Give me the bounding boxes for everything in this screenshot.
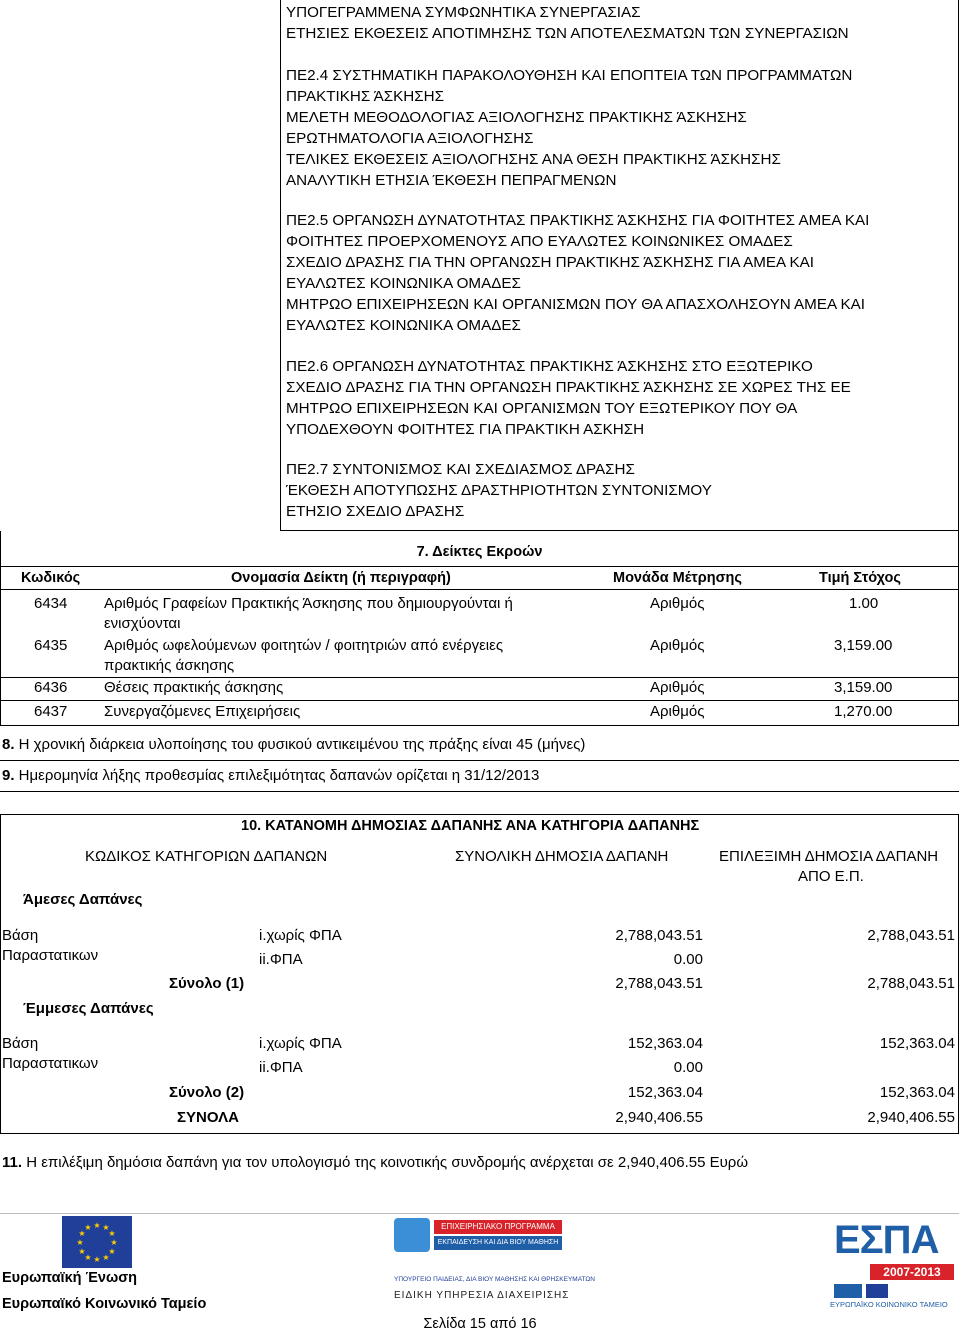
- text-line: ΥΠΟΔΕΧΘΟΥΝ ΦΟΙΤΗΤΕΣ ΓΙΑ ΠΡΑΚΤΙΚΗ ΑΣΚΗΣΗ: [286, 421, 645, 438]
- text-line: ΤΕΛΙΚΕΣ ΕΚΘΕΣΕΙΣ ΑΞΙΟΛΟΓΗΣΗΣ ΑΝΑ ΘΕΣΗ ΠΡΑΚΤΙΚΗΣ ΆΣΚΗΣΗΣ: [286, 151, 781, 168]
- text-line: ΠΕ2.5 ΟΡΓΑΝΩΣΗ ΔΥΝΑΤΟΤΗΤΑΣ ΠΡΑΚΤΙΚΗΣ ΆΣΚΗΣΗΣ ΓΙΑ ΦΟΙΤΗΤΕΣ ΑΜΕΑ ΚΑΙ: [286, 212, 870, 229]
- vat-label: ii.ΦΠΑ: [259, 1059, 303, 1076]
- vat-label: ii.ΦΠΑ: [259, 951, 303, 968]
- text-line: ΠΕ2.6 ΟΡΓΑΝΩΣΗ ΔΥΝΑΤΟΤΗΤΑΣ ΠΡΑΚΤΙΚΗΣ ΆΣΚΗΣΗΣ ΣΤΟ ΕΞΩΤΕΡΙΚΟ: [286, 358, 813, 375]
- text-line: ΜΗΤΡΩΟ ΕΠΙΧΕΙΡΗΣΕΩΝ ΚΑΙ ΟΡΓΑΝΙΣΜΩΝ ΠΟΥ ΘΑ ΑΠΑΣΧΟΛΗΣΟΥΝ ΑΜΕΑ ΚΑΙ: [286, 296, 865, 313]
- row-unit: Αριθμός: [650, 703, 705, 720]
- svg-text:★: ★: [108, 1229, 116, 1238]
- activities-box: [280, 0, 959, 531]
- svg-text:★: ★: [84, 1253, 92, 1262]
- text-line: ΕΥΑΛΩΤΕΣ ΚΟΙΝΩΝΙΚΑ ΟΜΑΔΕΣ: [286, 275, 521, 292]
- row-name-cont: ενισχύονται: [104, 615, 181, 632]
- text-line: ΣΧΕΔΙΟ ΔΡΑΣΗΣ ΓΙΑ ΤΗΝ ΟΡΓΑΝΩΣΗ ΠΡΑΚΤΙΚΗΣ ΆΣΚΗΣΗΣ ΣΕ ΧΩΡΕΣ ΤΗΣ ΕΕ: [286, 379, 851, 396]
- grand-total-eligible: 2,940,406.55: [867, 1109, 955, 1126]
- svg-text:★: ★: [76, 1238, 84, 1247]
- vat-total: 0.00: [673, 1059, 703, 1076]
- col-category-header: ΚΩΔΙΚΟΣ ΚΑΤΗΓΟΡΙΩΝ ΔΑΠΑΝΩΝ: [85, 848, 328, 865]
- eu-union-label: Ευρωπαϊκή Ένωση: [2, 1270, 137, 1286]
- vat-excl-total: 2,788,043.51: [615, 927, 703, 944]
- subtotal-1-eligible: 2,788,043.51: [867, 975, 955, 992]
- indirect-heading: Έμμεσες Δαπάνες: [23, 1000, 154, 1017]
- svg-text:★: ★: [108, 1247, 116, 1256]
- header-unit: Μονάδα Μέτρησης: [613, 570, 742, 586]
- row-unit: Αριθμός: [650, 637, 705, 654]
- vat-excl-eligible: 152,363.04: [879, 1035, 955, 1052]
- basis-label: Βάση: [2, 1035, 39, 1052]
- basis-label: Βάση: [2, 927, 39, 944]
- text-line: ΈΚΘΕΣΗ ΑΠΟΤΥΠΩΣΗΣ ΔΡΑΣΤΗΡΙΟΤΗΤΩΝ ΣΥΝΤΟΝΙΣΜΟΥ: [286, 482, 712, 499]
- subtotal-2-eligible: 152,363.04: [879, 1084, 955, 1101]
- col-total-header: ΣΥΝΟΛΙΚΗ ΔΗΜΟΣΙΑ ΔΑΠΑΝΗ: [455, 848, 669, 865]
- page-number: Σελίδα 15 από 16: [423, 1316, 537, 1332]
- row-name: Συνεργαζόμενες Επιχειρήσεις: [104, 703, 301, 720]
- row-code: 6434: [34, 595, 68, 612]
- svg-text:★: ★: [93, 1221, 101, 1230]
- text-line: ΜΗΤΡΩΟ ΕΠΙΧΕΙΡΗΣΕΩΝ ΚΑΙ ΟΡΓΑΝΙΣΜΩΝ ΤΟΥ ΕΞΩΤΕΡΙΚΟΥ ΠΟΥ ΘΑ: [286, 400, 798, 417]
- subtotal-2-total: 152,363.04: [627, 1084, 703, 1101]
- col-eligible-header-2: ΑΠΟ Ε.Π.: [798, 868, 864, 885]
- indicators-title: 7. Δείκτες Εκροών: [416, 544, 543, 560]
- eu-flag: [62, 1216, 132, 1268]
- text-line: ΠΕ2.7 ΣΥΝΤΟΝΙΣΜΟΣ ΚΑΙ ΣΧΕΔΙΑΣΜΟΣ ΔΡΑΣΗΣ: [286, 461, 635, 478]
- text-line: ΜΕΛΕΤΗ ΜΕΘΟΔΟΛΟΓΙΑΣ ΑΞΙΟΛΟΓΗΣΗΣ ΠΡΑΚΤΙΚΗΣ ΆΣΚΗΣΗΣ: [286, 109, 747, 126]
- op-logo-emblem: [394, 1218, 430, 1252]
- op-logo-authority: ΕΙΔΙΚΗ ΥΠΗΡΕΣΙΑ ΔΙΑΧΕΙΡΙΣΗΣ: [394, 1290, 570, 1301]
- direct-heading: Άμεσες Δαπάνες: [23, 891, 143, 908]
- text-line: ΕΤΗΣΙΟ ΣΧΕΔΙΟ ΔΡΑΣΗΣ: [286, 503, 465, 520]
- text-line: ΠΕ2.4 ΣΥΣΤΗΜΑΤΙΚΗ ΠΑΡΑΚΟΛΟΥΘΗΣΗ ΚΑΙ ΕΠΟΠΤΕΙΑ ΤΩΝ ΠΡΟΓΡΑΜΜΑΤΩΝ: [286, 67, 853, 84]
- greek-flag-icon: [834, 1284, 862, 1298]
- svg-text:★: ★: [102, 1223, 110, 1232]
- row-code: 6436: [34, 679, 68, 696]
- col-eligible-header: ΕΠΙΛΕΞΙΜΗ ΔΗΜΟΣΙΑ ΔΑΠΑΝΗ: [719, 848, 939, 865]
- row-code: 6435: [34, 637, 68, 654]
- op-logo-title: ΕΠΙΧΕΙΡΗΣΙΑΚΟ ΠΡΟΓΡΑΜΜΑ: [434, 1220, 562, 1234]
- header-name: Ονομασία Δείκτη (ή περιγραφή): [231, 570, 451, 586]
- row-unit: Αριθμός: [650, 595, 705, 612]
- svg-text:★: ★: [93, 1255, 101, 1264]
- eu-flag-small-icon: [866, 1284, 888, 1298]
- op-logo-ministry: ΥΠΟΥΡΓΕΙΟ ΠΑΙΔΕΙΑΣ, ΔΙΑ ΒΙΟΥ ΜΑΘΗΣΗΣ ΚΑΙ ΘΡΗΣΚΕΥΜΑΤΩΝ: [394, 1276, 595, 1283]
- subtotal-1-label: Σύνολο (1): [169, 975, 245, 992]
- op-logo-subtitle: ΕΚΠΑΙΔΕΥΣΗ ΚΑΙ ΔΙΑ ΒΙΟΥ ΜΑΘΗΣΗ: [434, 1236, 562, 1250]
- grand-total-label: ΣΥΝΟΛΑ: [177, 1109, 239, 1126]
- svg-text:★: ★: [102, 1253, 110, 1262]
- row-target: 1.00: [849, 595, 879, 612]
- espa-years: 2007-2013: [870, 1264, 954, 1280]
- header-target: Τιμή Στόχος: [819, 570, 901, 586]
- expenditure-title: 10. ΚΑΤΑΝΟΜΗ ΔΗΜΟΣΙΑΣ ΔΑΠΑΝΗΣ ΑΝΑ ΚΑΤΗΓΟΡΙΑ ΔΑΠΑΝΗΣ: [241, 818, 700, 834]
- row-target: 3,159.00: [834, 637, 893, 654]
- vat-excl-eligible: 2,788,043.51: [867, 927, 955, 944]
- vat-excl-label: i.χωρίς ΦΠΑ: [259, 1035, 342, 1052]
- eu-fund-label: Ευρωπαϊκό Κοινωνικό Ταμείο: [2, 1296, 207, 1312]
- text-line: ΠΡΑΚΤΙΚΗΣ ΆΣΚΗΣΗΣ: [286, 88, 444, 105]
- text-line: ΥΠΟΓΕΓΡΑΜΜΕΝΑ ΣΥΜΦΩΝΗΤΙΚΑ ΣΥΝΕΡΓΑΣΙΑΣ: [286, 4, 641, 21]
- espa-logo: [830, 1218, 958, 1312]
- header-code: Κωδικός: [21, 570, 81, 586]
- row-name: Θέσεις πρακτικής άσκησης: [104, 679, 284, 696]
- svg-text:★: ★: [84, 1223, 92, 1232]
- vat-total: 0.00: [673, 951, 703, 968]
- text-line: ΑΝΑΛΥΤΙΚΗ ΕΤΗΣΙΑ ΈΚΘΕΣΗ ΠΕΠΡΑΓΜΕΝΩΝ: [286, 172, 617, 189]
- basis-label-2: Παραστατικων: [2, 947, 99, 964]
- text-line: ΣΧΕΔΙΟ ΔΡΑΣΗΣ ΓΙΑ ΤΗΝ ΟΡΓΑΝΩΣΗ ΠΡΑΚΤΙΚΗΣ ΆΣΚΗΣΗΣ ΓΙΑ ΑΜΕΑ ΚΑΙ: [286, 254, 814, 271]
- basis-label-2: Παραστατικων: [2, 1055, 99, 1072]
- row-unit: Αριθμός: [650, 679, 705, 696]
- grand-total-total: 2,940,406.55: [615, 1109, 703, 1126]
- section-9: 9. Ημερομηνία λήξης προθεσμίας επιλεξιμότητας δαπανών ορίζεται η 31/12/2013: [2, 767, 540, 784]
- vat-excl-total: 152,363.04: [627, 1035, 703, 1052]
- row-code: 6437: [34, 703, 68, 720]
- text-line: ΦΟΙΤΗΤΕΣ ΠΡΟΕΡΧΟΜΕΝΟΥΣ ΑΠΟ ΕΥΑΛΩΤΕΣ ΚΟΙΝΩΝΙΚΕΣ ΟΜΑΔΕΣ: [286, 233, 793, 250]
- text-line: ΕΡΩΤΗΜΑΤΟΛΟΓΙΑ ΑΞΙΟΛΟΓΗΣΗΣ: [286, 130, 534, 147]
- svg-text:★: ★: [110, 1238, 118, 1247]
- row-target: 1,270.00: [834, 703, 893, 720]
- espa-wordmark: ΕΣΠΑ: [834, 1218, 939, 1262]
- text-line: ΕΥΑΛΩΤΕΣ ΚΟΙΝΩΝΙΚΑ ΟΜΑΔΕΣ: [286, 317, 521, 334]
- svg-text:★: ★: [78, 1229, 86, 1238]
- eu-stars-icon: [62, 1216, 132, 1268]
- subtotal-1-total: 2,788,043.51: [615, 975, 703, 992]
- indicators-table: [0, 531, 959, 726]
- row-name: Αριθμός ωφελούμενων φοιτητών / φοιτητριών από ενέργειες: [104, 637, 504, 654]
- svg-text:★: ★: [78, 1247, 86, 1256]
- subtotal-2-label: Σύνολο (2): [169, 1084, 245, 1101]
- row-name-cont: πρακτικής άσκησης: [104, 657, 235, 674]
- row-target: 3,159.00: [834, 679, 893, 696]
- vat-excl-label: i.χωρίς ΦΠΑ: [259, 927, 342, 944]
- op-logo: [394, 1218, 595, 1310]
- expenditure-table: [0, 814, 959, 1134]
- section-8: 8. Η χρονική διάρκεια υλοποίησης του φυσικού αντικειμένου της πράξης είναι 45 (μήνες): [2, 736, 586, 753]
- section-11: 11. Η επιλέξιμη δημόσια δαπάνη για τον υπολογισμό της κοινοτικής συνδρομής ανέρχεται σε 2,940,406.55 Ευρώ: [2, 1154, 749, 1171]
- espa-fund-label: ΕΥΡΩΠΑΪΚΟ ΚΟΙΝΩΝΙΚΟ ΤΑΜΕΙΟ: [830, 1300, 948, 1309]
- text-line: ΕΤΗΣΙΕΣ ΕΚΘΕΣΕΙΣ ΑΠΟΤΙΜΗΣΗΣ ΤΩΝ ΑΠΟΤΕΛΕΣΜΑΤΩΝ ΤΩΝ ΣΥΝΕΡΓΑΣΙΩΝ: [286, 25, 849, 42]
- row-name: Αριθμός Γραφείων Πρακτικής Άσκησης που δημιουργούνται ή: [104, 595, 513, 612]
